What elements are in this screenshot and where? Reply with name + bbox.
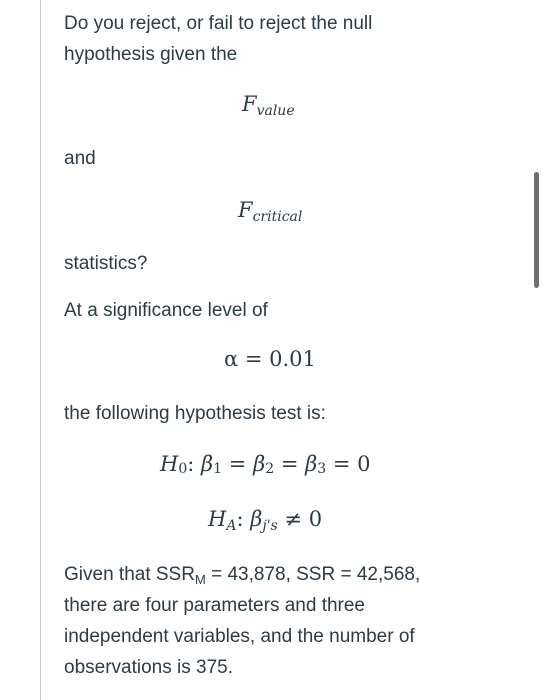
question-line-2: hypothesis given the bbox=[64, 44, 238, 65]
scrollbar-thumb[interactable] bbox=[534, 172, 539, 288]
given-prefix: Given that SSR bbox=[64, 564, 195, 585]
h0-colon: : bbox=[187, 452, 195, 476]
f-value-symbol: F bbox=[242, 92, 257, 116]
h0-subscript: 0 bbox=[178, 461, 188, 477]
f-value-subscript: value bbox=[256, 103, 295, 119]
not-equals: ≠ bbox=[284, 507, 303, 531]
null-hypothesis bbox=[160, 452, 371, 477]
f-critical-subscript: critical bbox=[252, 209, 303, 225]
beta-2-subscript: 2 bbox=[265, 461, 275, 477]
question-line-1: Do you reject, or fail to reject the null bbox=[64, 13, 373, 34]
alternative-hypothesis bbox=[208, 507, 322, 534]
card-left-border bbox=[40, 0, 41, 700]
beta-3-subscript: 3 bbox=[317, 461, 327, 477]
given-rest: = 43,878, SSR = 42,568, bbox=[205, 564, 421, 585]
statistics-text: statistics? bbox=[64, 253, 148, 274]
f-critical-symbol: F bbox=[238, 198, 253, 222]
f-critical-expression bbox=[238, 198, 302, 225]
equals-3: = bbox=[332, 452, 351, 476]
zero-value: 0 bbox=[357, 452, 371, 476]
h0-symbol: H bbox=[160, 452, 179, 476]
equals-2: = bbox=[280, 452, 299, 476]
beta-3: β bbox=[305, 452, 318, 476]
given-line-3: independent variables, and the number of bbox=[64, 626, 415, 647]
ssr-m-subscript: M bbox=[194, 572, 206, 587]
equals-1: = bbox=[228, 452, 247, 476]
and-text: and bbox=[64, 148, 96, 169]
ha-colon: : bbox=[236, 507, 244, 531]
beta-2: β bbox=[253, 452, 266, 476]
given-line-2: there are four parameters and three bbox=[64, 595, 366, 616]
alpha-expression: α = 0.01 bbox=[224, 347, 316, 371]
ha-zero-value: 0 bbox=[308, 507, 323, 531]
significance-text: At a significance level of bbox=[64, 300, 268, 321]
beta-1-subscript: 1 bbox=[213, 461, 223, 477]
beta-j: β bbox=[250, 507, 263, 531]
beta-j-subscript: j's bbox=[262, 518, 278, 534]
ha-symbol: H bbox=[208, 507, 227, 531]
ha-subscript: A bbox=[226, 518, 237, 534]
given-line-4: observations is 375. bbox=[64, 657, 233, 678]
beta-1: β bbox=[201, 452, 214, 476]
f-value-expression bbox=[242, 92, 295, 119]
test-intro-text: the following hypothesis test is: bbox=[64, 403, 326, 424]
